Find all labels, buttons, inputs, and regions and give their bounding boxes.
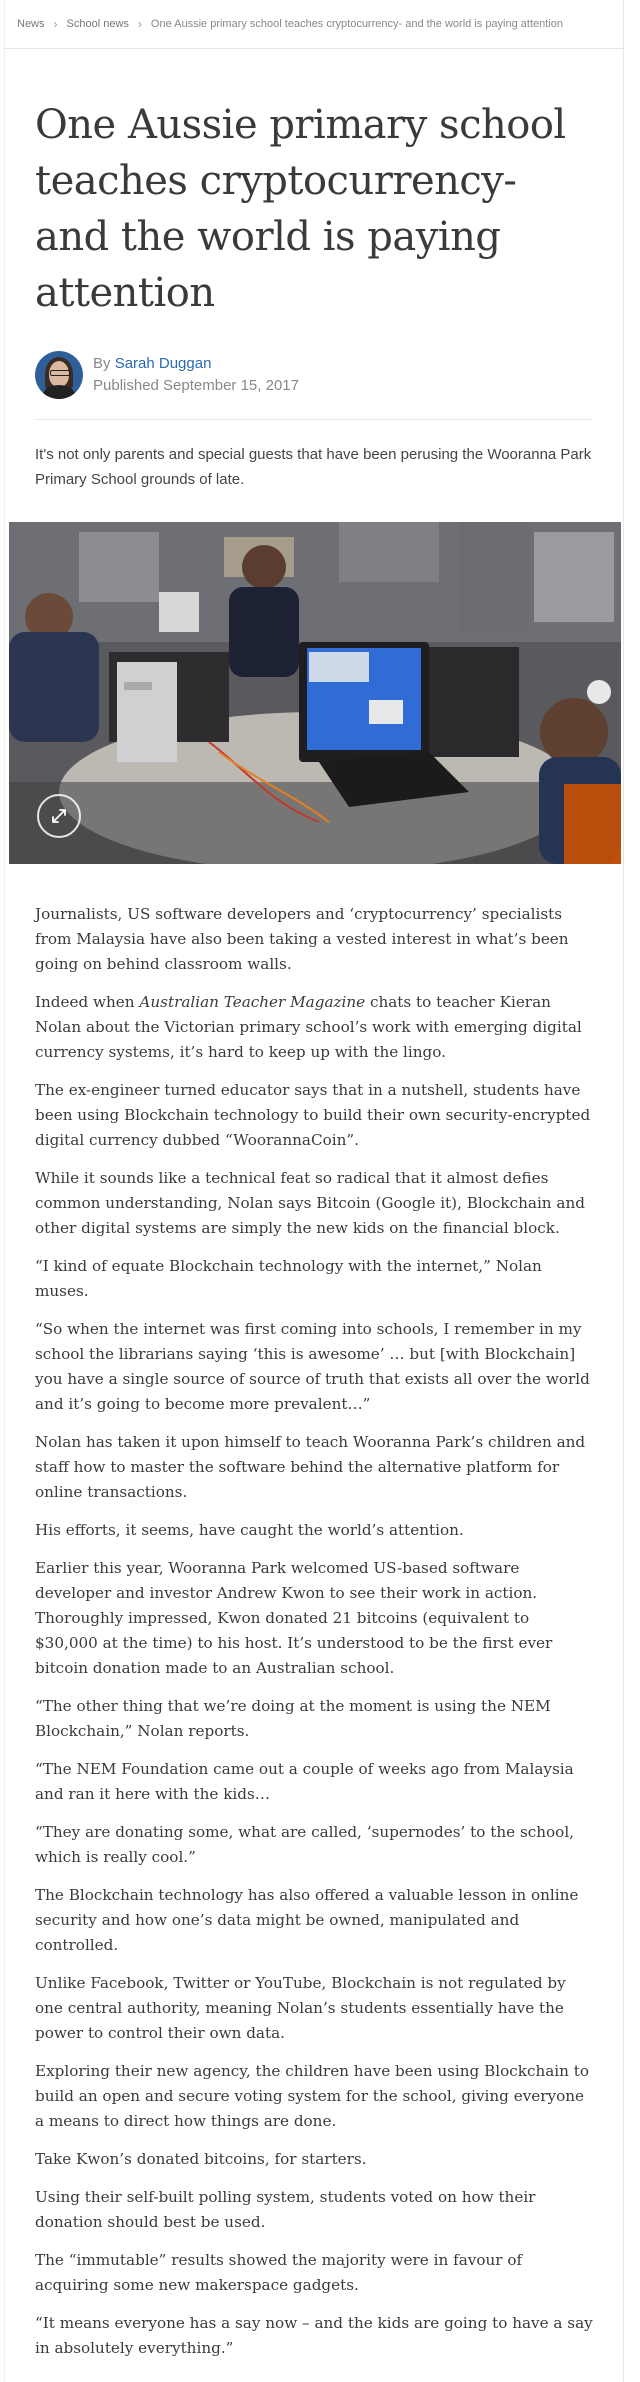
paragraph: His efforts, it seems, have caught the world’s attention. (35, 1521, 464, 1539)
breadcrumb-current: One Aussie primary school teaches cryptocurrency- and the world is paying attention (150, 18, 563, 30)
paragraph: “They are donating some, what are called, ‘supernodes’ to the school, which is really cool.” (35, 1823, 575, 1866)
byline (35, 351, 593, 420)
paragraph: Using their self-built polling system, students voted on how their donation should best be used. (35, 2188, 536, 2231)
author-avatar[interactable] (35, 351, 83, 399)
article-header (5, 97, 623, 864)
author-link[interactable]: Sarah Duggan (114, 355, 212, 372)
paragraph: “So when the internet was first coming into schools, I remember in my school the librarians saying ‘this is awesome’ … but [with Blockchain] you have a single source of source of truth that exists all over the world and it’s going to become more prevalent…” (35, 1320, 590, 1413)
paragraph: Nolan has taken it upon himself to teach Wooranna Park’s children and staff how to master the software behind the alternative platform for online transactions. (35, 1433, 586, 1501)
chevron-right-icon: › (137, 17, 142, 31)
expand-image-button[interactable] (37, 794, 81, 838)
byline-text (93, 353, 299, 397)
breadcrumb (5, 0, 623, 49)
breadcrumb-school-news[interactable]: School news (66, 18, 129, 30)
publication-name: Australian Teacher Magazine (139, 993, 366, 1011)
classroom-photo (9, 522, 621, 864)
article-intro: It's not only parents and special guests that have been perusing the Wooranna Park Primary School grounds of late. (35, 446, 592, 488)
published-date: Published September 15, 2017 (93, 377, 299, 394)
article-page (4, 0, 624, 2382)
paragraph: Thoroughly impressed, Kwon donated 21 bitcoins (equivalent to $30,000 at the time) to his host. It’s understood to be the first ever bitcoin donation made to an Australian school. (35, 1609, 553, 1677)
paragraph: Exploring their new agency, the children have been using Blockchain to build an open and secure voting system for the school, giving everyone a means to direct how things are done. (35, 2062, 590, 2130)
paragraph: Earlier this year, Wooranna Park welcomed US-based software developer and investor Andrew Kwon to see their work in action. (35, 1559, 538, 1602)
paragraph: While it sounds like a technical feat so radical that it almost defies common understanding, Nolan says Bitcoin (Google it), Blockchain and other digital systems are simply the new kids on the financial block. (35, 1169, 585, 1237)
paragraph: The Blockchain technology has also offered a valuable lesson in online security and how one’s data might be owned, manipulated and controlled. (35, 1886, 579, 1954)
paragraph: “The NEM Foundation came out a couple of weeks ago from Malaysia and ran it here with the kids… (35, 1760, 574, 1803)
paragraph: “I kind of equate Blockchain technology with the internet,” Nolan muses. (35, 1257, 542, 1300)
paragraph: “It means everyone has a say now – and the kids are going to have a say in absolutely everything.” (35, 2314, 593, 2357)
hero-image[interactable] (9, 522, 621, 864)
paragraph: The ex-engineer turned educator says that in a nutshell, students have been using Blockchain technology to build their own security-encrypted digital currency dubbed “WoorannaCoin”. (35, 1081, 591, 1149)
expand-icon (49, 806, 69, 826)
article-body (5, 864, 623, 2361)
paragraph: Unlike Facebook, Twitter or YouTube, Blockchain is not regulated by one central authority, meaning Nolan’s students essentially have the power to control their own data. (35, 1974, 566, 2042)
paragraph: Take Kwon’s donated bitcoins, for starters. (35, 2150, 367, 2168)
paragraph: Journalists, US software developers and ‘cryptocurrency’ specialists from Malaysia have also been taking a vested interest in what’s been going on behind classroom walls. (35, 905, 569, 973)
paragraph: “The other thing that we’re doing at the moment is using the NEM Blockchain,” Nolan reports. (35, 1697, 551, 1740)
article-title: One Aussie primary school teaches cryptocurrency- and the world is paying attention (35, 102, 566, 316)
paragraph: The “immutable” results showed the majority were in favour of acquiring some new makerspace gadgets. (35, 2251, 523, 2294)
byline-prefix: By (93, 355, 111, 372)
paragraph: Indeed when Australian Teacher Magazine chats to teacher Kieran Nolan about the Victorian primary school’s work with emerging digital currency systems, it’s hard to keep up with the lingo. (35, 993, 582, 1061)
chevron-right-icon: › (53, 17, 58, 31)
breadcrumb-news[interactable]: News (17, 18, 45, 30)
